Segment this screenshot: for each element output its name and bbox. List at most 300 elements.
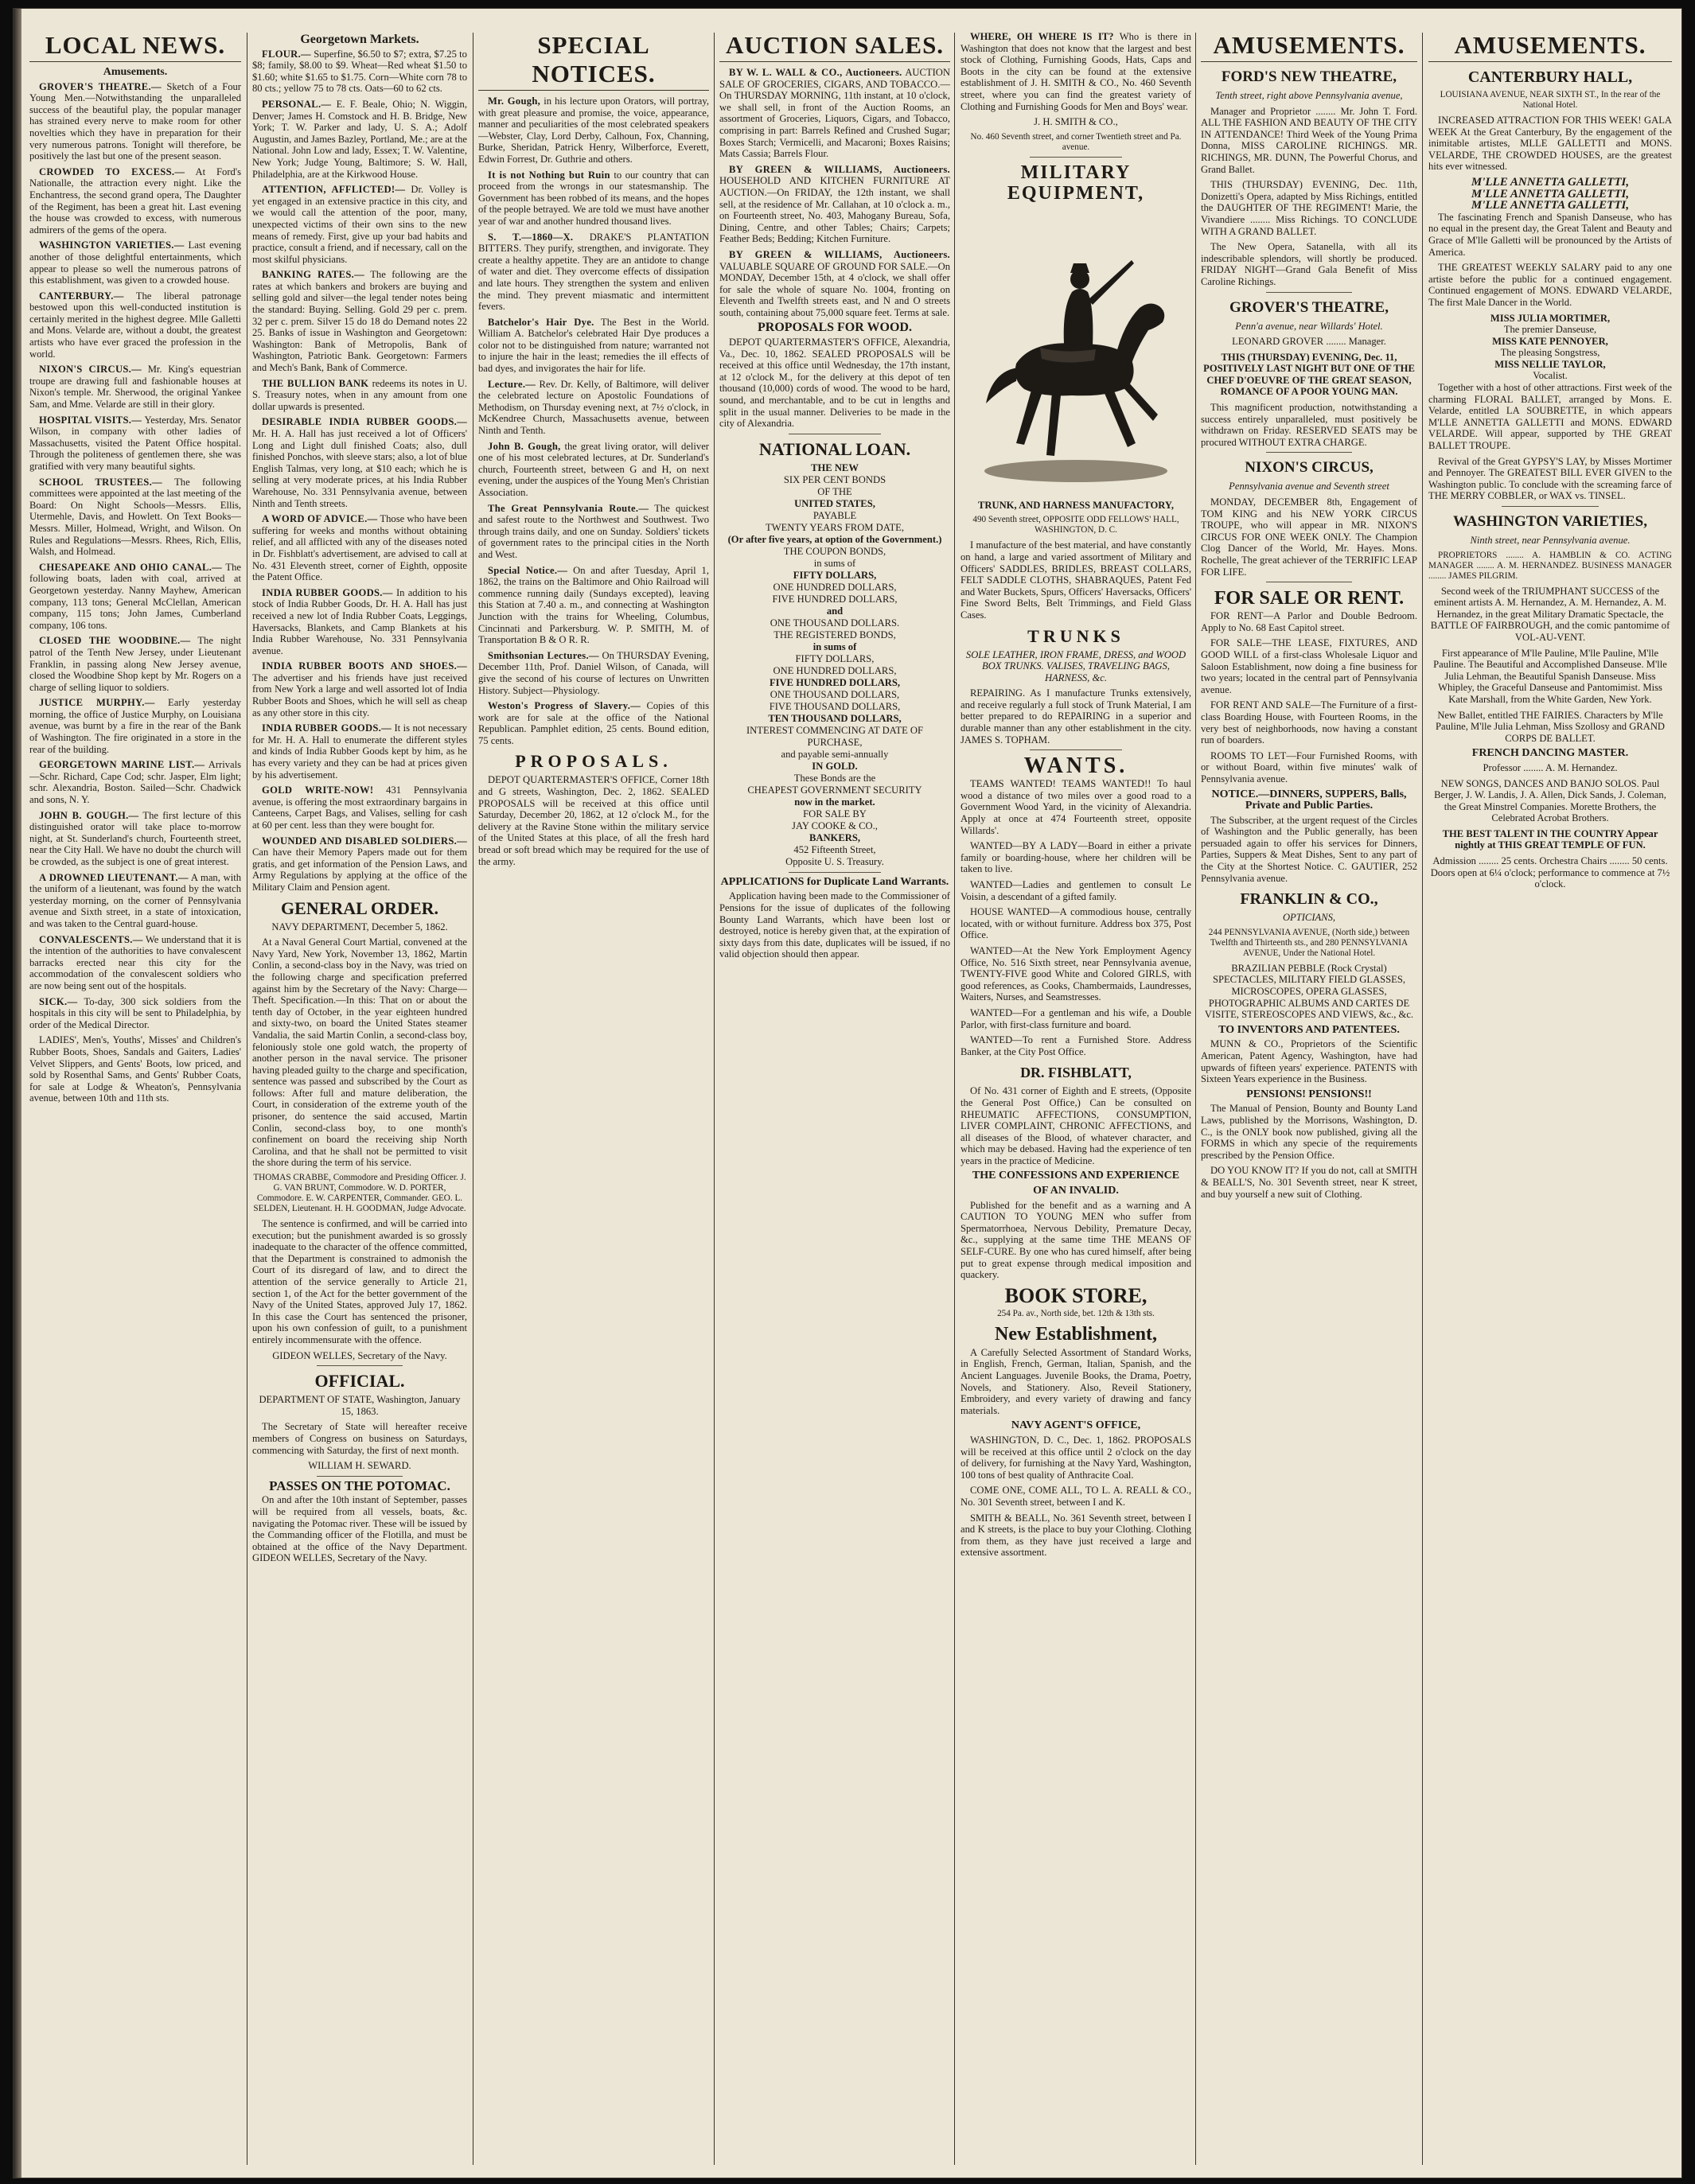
article-text: A man, with the uniform of a lieutenant, was found by the watch yesterday morning, on the corner of Pennsylvania avenue and Sixth street, in a state of intoxication, and was taken to the Central guard-house.	[29, 871, 241, 929]
article	[252, 416, 467, 509]
sale-ad: FOR RENT—A Parlor and Double Bedroom. Apply to No. 68 East Capitol street.	[1201, 610, 1417, 633]
ballet-text: New Ballet, entitled THE FAIRIES. Characters by M'lle Pauline, M'lle Julia Lehman, Miss Szollosy and GRAND CORPS DE BALLET.	[1435, 709, 1666, 744]
order-department: NAVY DEPARTMENT, December 5, 1862.	[271, 921, 448, 932]
cast-line: The pleasing Songstress,	[1500, 347, 1600, 359]
smith-beall-text: SMITH & BEALL, No. 361 Seventh street, between I and K streets, is the place to buy your Clothing. Clothing from them, as they have just received a large and extensive assortment.	[961, 1512, 1191, 1559]
divider	[1266, 292, 1353, 293]
notice-dinners-text: The Subscriber, at the urgent request of the Circles of Washington and the Public generally, has been persuaded again to offer his services for Dinners, Parties, Suppers & Meat Dishes, Sent to any part of the City at the Shortest Notice. C. GAUTIER, 252 Pennsylvania avenue.	[1201, 814, 1417, 884]
sale-ad: ROOMS TO LET—Four Furnished Rooms, with or without Board, within five minutes' walk of Pennsylvania avenue.	[1201, 749, 1417, 784]
performer-name: M'LLE ANNETTA GALLETTI,	[1471, 187, 1630, 200]
grovers-theatre-text-2: This magnificent production, notwithstanding a success entirely unparalleled, must positively be withdrawn on Friday. RESERVED SEATS may be procured WITHOUT EXTRA CHARGE.	[1201, 402, 1417, 448]
article-text: The Best in the World. William A. Batchelor's celebrated Hair Dye produces a color not to be distinguished from nature; warranted not to injure the hair in the least; remedies the ill effects of bad dyes, and invigorates the hair for life.	[478, 316, 709, 375]
cast-line: Vocalist.	[1533, 370, 1568, 382]
cavalry-engraving	[961, 208, 1191, 495]
article-lead: GROVER'S THEATRE.—	[39, 80, 162, 92]
article	[252, 269, 467, 373]
article-lead: SCHOOL TRUSTEES.—	[39, 476, 162, 488]
varieties-subtitle: Ninth street, near Pennsylvania avenue.	[1470, 535, 1631, 546]
loan-line: FIFTY DOLLARS,	[795, 652, 875, 664]
article	[252, 784, 467, 831]
article	[29, 477, 241, 558]
article	[29, 697, 241, 755]
notice-dinners-title: NOTICE.—DINNERS, SUPPERS, Balls, Private and Public Parties.	[1211, 788, 1407, 812]
loan-line: ONE HUNDRED DOLLARS,	[773, 581, 897, 593]
national-loan-title: NATIONAL LOAN.	[758, 438, 911, 459]
franklin-address: 244 PENNSYLVANIA AVENUE, (North side,) between Twelfth and Thirteenth sts., and 280 PENNSYLVANIA AVENUE, Under the National Hotel.	[1208, 927, 1410, 958]
order-text-2: The sentence is confirmed, and will be carried into execution; but the punishment awarded is so grossly inadequate to the character of the offence committed, that the Department is constrained to admonish the Court of its disregard of law, and to direct the attention of the service generally to Article 21, section 1, of the Act for the better government of the Navy of the United States, approved July 17, 1862. In this case the Court has sentenced the prisoner, upon his own confession of guilt, to a punishment entirely incommensurate with the offence.	[252, 1218, 467, 1345]
article	[478, 650, 709, 696]
confessions-text: Published for the benefit and as a warning and A CAUTION TO YOUNG MEN who suffer from Spermatorrhoea, Nervous Debility, Premature Decay, &c., supplying at the same time THE MEANS OF SELF-CURE. By one who has cured himself, after being put to great expense through medical imposition and quackery.	[961, 1199, 1191, 1281]
wants-list	[961, 778, 1191, 1057]
divider	[317, 1476, 403, 1477]
article-lead: JOHN B. GOUGH.—	[39, 809, 139, 821]
smith-name: J. H. SMITH & CO.,	[1034, 116, 1118, 128]
article	[252, 99, 467, 180]
want-ad: HOUSE WANTED—A commodious house, centrally located, with or without furniture. Address box 375, Post Office.	[961, 906, 1191, 941]
trunk-manufactory: TRUNK, AND HARNESS MANUFACTORY,	[978, 499, 1174, 511]
navy-agent-text: WASHINGTON, D. C., Dec. 1, 1862. PROPOSALS will be received at this office until 2 o'clock on the day of delivery, for furnishing at the Navy Yard, Washington, 100 tons of best quality of Anthracite Coal.	[961, 1434, 1191, 1481]
confessions-title: THE CONFESSIONS AND EXPERIENCE	[972, 1170, 1180, 1182]
loan-line: ONE THOUSAND DOLLARS.	[770, 617, 900, 629]
loan-line: These Bonds are the	[793, 772, 876, 784]
loan-line: FIVE HUNDRED DOLLARS,	[772, 593, 898, 605]
varieties-text: Second week of the TRIUMPHANT SUCCESS of the eminent artists A. M. Hernandez, A. M. Hernandez, A. M. Hernandez, in the great Military Dramatic Spectacle, the BATTLE OF FAIRBROUGH, and the comic pantomime of VOL-AU-VENT.	[1430, 585, 1670, 643]
article-text: Rev. Dr. Kelly, of Baltimore, will deliver the celebrated lecture on Apostolic Foundations of Methodism, on Thursday evening next, at 7½ o'clock, in McKendree Church, Massachusetts avenue, between Ninth and Tenth.	[478, 378, 709, 437]
pensions-title: PENSIONS! PENSIONS!!	[1246, 1088, 1372, 1100]
divider	[317, 1365, 403, 1366]
column-amusements	[1201, 31, 1417, 2170]
intro-heading: WHERE, OH WHERE IS IT?	[970, 31, 1114, 42]
canterbury-text-2: The fascinating French and Spanish Danseuse, who has no equal in the present day, the Great Talent and Beauty and Grace of M'lle Galletti will be pronounced by the Artists of America.	[1428, 211, 1672, 258]
franklin-subtitle: OPTICIANS,	[1282, 912, 1336, 924]
article	[252, 513, 467, 583]
article	[29, 759, 241, 805]
article	[252, 660, 467, 718]
article-text: In addition to his stock of India Rubber Goods, Dr. H. A. Hall has just received a new lot of India Rubber Coats, Leggings, Haversacks, Blankets, and Camp Blankets at his India Rubber Warehouse, No. 331 Pennsylvania avenue.	[252, 586, 467, 656]
article-text: VALUABLE SQUARE OF GROUND FOR SALE.—On MONDAY, December 15th, at 4 o'clock, we shall offer for sale the whole of square No. 1004, fronting on Eleventh and Twelfth streets east, and N and O streets south, containing about 75,000 square feet. Terms at sale.	[719, 260, 950, 318]
article-lead: Smithsonian Lectures.—	[488, 649, 599, 661]
column-heading: AMUSEMENTS.	[1428, 31, 1672, 62]
order-text: At a Naval General Court Martial, convened at the Navy Yard, New York, November 13, 1862, Martin Conlin, a second-class boy in the Navy, was tried on the following charge and specification preferred against him by the Secretary of the Navy: Charge—Theft. Specification.—In this: That on or about the tenth day of October, in the year eighteen hundred and sixty-two, on board the United States steamer Vandalia, the said Martin Conlin, a second-class boy, feloniously stole one gold watch, the property of another person in the naval service. The prisoner having pleaded guilty to the charge and specification, sentence was passed and subscribed by the Court as follows: After full and mature deliberation, the Court, in consideration of the extreme youth of the prisoner, do sentence the said accused, Martin Conlin, second-class boy, to one month's confinement on board the receiving ship North Carolina, and that he shall not be permitted to visit the shore during the term of his service.	[252, 936, 467, 1169]
performer-name: M'LLE ANNETTA GALLETTI,	[1471, 175, 1630, 189]
article-text: LADIES', Men's, Youths', Misses' and Children's Rubber Boots, Shoes, Sandals and Gaiters, Ladies' Velvet Slippers, and Gents' Boots, low priced, and sold by Rosenthal Sams, and Gents' Rubber Coats, for sale at Lodge & Wheaton's, Pennsylvania avenue, between 10th and 11th sts.	[29, 1034, 241, 1104]
loan-line: and payable semi-annually	[781, 748, 889, 760]
new-establishment-title: New Establishment,	[994, 1323, 1157, 1345]
column-rule	[1422, 33, 1423, 2165]
loan-line: OF THE	[817, 485, 852, 497]
divider	[1266, 452, 1353, 453]
article	[719, 249, 950, 319]
loan-line: and	[826, 605, 844, 617]
cast-line: The premier Danseuse,	[1503, 324, 1597, 336]
canterbury-subtitle: LOUISIANA AVENUE, NEAR SIXTH ST., In the rear of the National Hotel.	[1440, 90, 1661, 110]
trunk-address: 490 Seventh street, OPPOSITE ODD FELLOWS' HALL, WASHINGTON, D. C.	[972, 515, 1179, 535]
franklin-title: FRANKLIN & CO.,	[1240, 890, 1378, 909]
article-text: The advertiser and his friends have just received from New York a large and well assorted lot of India Rubber Boots and Shoes, which he will sell as cheap as any other store in this city.	[252, 672, 467, 718]
article-list	[252, 49, 467, 893]
article-text: Sketch of a Four Young Men.—Notwithstanding the unparalleled success of the beautiful play, the popular manager has strained every nerve to make room for other novelties which they have in preparation for their very numerous patrons. Tonight will therefore, be positively the last but one of the present season.	[29, 80, 241, 162]
column-local-news	[29, 31, 241, 2170]
article-text: Mr. H. A. Hall has just received a lot of Officers' Long and Light dull finished Coats; also, dull finished Ponchos, with sleeve stars; also, a lot of blue English Talmas, very long, at $10 each; which he is selling at very moderate prices, at his India Rubber Warehouse, No. 331 Pennsylvania avenue, between Ninth and Tenth streets.	[252, 428, 467, 509]
article	[478, 232, 709, 313]
loan-line: in sums of	[813, 557, 856, 569]
article	[252, 722, 467, 781]
column-heading: SPECIAL NOTICES.	[478, 31, 709, 91]
article-lead: NIXON'S CIRCUS.—	[39, 364, 142, 376]
cast-line: MISS NELLIE TAYLOR,	[1494, 358, 1606, 370]
article-lead: Special Notice.—	[488, 564, 568, 576]
article	[252, 587, 467, 657]
loan-line: now in the market.	[794, 796, 875, 808]
article-lead: The Great Pennsylvania Route.—	[488, 502, 649, 514]
inventors-text: MUNN & CO., Proprietors of the Scientific American, Patent Agency, Washington, have had upwards of fifteen years' experience. PATENTS with Sixteen Years experience in the Business.	[1201, 1038, 1417, 1085]
article-text: On THURSDAY Evening, December 11th, Prof. Daniel Wilson, of Canada, will give the second of his course of lectures on Unwritten History. Subject—Physiology.	[478, 649, 709, 696]
official-text: The Secretary of State will hereafter receive members of Congress on business on Saturdays, commencing with Saturday, the first of next month.	[252, 1421, 467, 1456]
article-text: The following boats, laden with coal, arrived at Georgetown yesterday. Nanny Mayhew, American company, 113 tons; General McClellan, American company, 115 tons; John James, Cumberland company, 106 tons.	[29, 561, 241, 631]
article-lead: A WORD OF ADVICE.—	[262, 513, 378, 525]
loan-line: 452 Fifteenth Street,	[793, 843, 876, 855]
best-talent-text: THE BEST TALENT IN THE COUNTRY Appear nightly at THIS GREAT TEMPLE OF FUN.	[1442, 827, 1658, 851]
article-lead: S. T.—1860—X.	[488, 231, 574, 243]
article-list	[29, 81, 241, 1104]
article-lead: Batchelor's Hair Dye.	[488, 316, 594, 328]
equipment-text: I manufacture of the best material, and have constantly on hand, a large and varied assortment of Military and Officers' SADDLES, BRIDLES, BREAST COLLARS, FELT SADDLE CLOTHS, SHABRAQUES, Patent Fed and Water Buckets, Spurs, Officers' Haversacks, Officers' Fine Sword Belts, Belt Trimmings, and Field Glass Cases.	[961, 539, 1191, 621]
loan-line: IN GOLD.	[812, 760, 858, 772]
official-title: OFFICIAL.	[314, 1371, 405, 1392]
article-lead: CONVALESCENTS.—	[39, 933, 143, 945]
column-advertisements	[961, 31, 1191, 2170]
column-heading: LOCAL NEWS.	[29, 31, 241, 62]
article-text: HOUSEHOLD AND KITCHEN FURNITURE AT AUCTION.—On FRIDAY, the 12th instant, we shall sell, at the residence of Mr. Callahan, at 10 o'clock a. m., on Fourteenth street, No. 403, Mahogany Bureau, Sofa, Dining, Centre, and other Tables; Chairs; Carpets; Feather Beds; Bedding; Kitchen Furniture.	[719, 175, 950, 245]
article-lead: WOUNDED AND DISABLED SOLDIERS.—	[262, 835, 467, 847]
article-text: To-day, 300 sick soldiers from the hospitals in this city will be sent to Philadelphia, by order of the Medical Director.	[29, 995, 241, 1030]
land-warrants-title: APPLICATIONS for Duplicate Land Warrants.	[720, 875, 949, 888]
grovers-theatre-subtitle: Penn'a avenue, near Willards' Hotel.	[1235, 320, 1383, 332]
nixons-circus-title: NIXON'S CIRCUS,	[1245, 459, 1374, 477]
article-lead: GEORGETOWN MARINE LIST.—	[39, 759, 205, 771]
article-list	[478, 95, 709, 746]
varieties-title: WASHINGTON VARIETIES,	[1453, 513, 1647, 530]
loan-line: CHEAPEST GOVERNMENT SECURITY	[747, 784, 922, 796]
loan-line: in sums of	[812, 640, 857, 652]
book-store-address: 254 Pa. av., North side, bet. 12th & 13th sts.	[997, 1308, 1155, 1318]
loan-line: FOR SALE BY	[803, 808, 867, 819]
article	[478, 503, 709, 561]
order-signatures: THOMAS CRABBE, Commodore and Presiding Officer. J. G. VAN BRUNT, Commodore. W. D. PORTER, Commodore. E. W. CARPENTER, Commander. GEO. L. SELDEN, Lieutenant. H. H. GOODMAN, Judge Advocate.	[253, 1173, 466, 1214]
article	[29, 415, 241, 473]
section-heading: Georgetown Markets.	[300, 33, 419, 46]
want-ad: WANTED—To rent a Furnished Store. Address Banker, at the City Post Office.	[961, 1034, 1191, 1057]
article-lead: BY GREEN & WILLIAMS, Auctioneers.	[729, 248, 950, 260]
cast-line: MISS JULIA MORTIMER,	[1490, 312, 1611, 324]
column-heading: AUCTION SALES.	[719, 31, 950, 62]
article-lead: FLOUR.—	[262, 48, 311, 60]
article-text: The first lecture of this distinguished orator will take place to-morrow night, at St. Sunderland's church, Fourteenth street, near the City Hall. We have no doubt the church will be crowded, as the subject is one of great interest.	[29, 809, 241, 867]
article-text: the great living orator, will deliver one of his most celebrated lectures, at Dr. Sunderland's church, Fourteenth street, between G and H, on next evening, under the auspices of the Young Men's Christian Association.	[478, 440, 709, 498]
article-text: We understand that it is the intention of the authorities to have convalescent barracks erected near this city for the accommodation of the convalescent soldiers who are now being sent out of the hospitals.	[29, 933, 241, 991]
article-text: Can have their Memory Papers made out for them gratis, and get information of the Pension Laws, and Army Regulations by applying at the office of the Military Claim and Pension agent.	[252, 847, 467, 893]
article-text: Mr. King's equestrian troupe are drawing full and fashionable houses at Nixon's temple. Mr. Sherwood, the original Yankee Sam, and Mme. Velarde are still in their glory.	[29, 364, 241, 411]
canterbury-text-5: Revival of the Great GYPSY'S LAY, by Misses Mortimer and Pennoyer. The GREATEST BILL EVER GIVEN to the Washington public. To conclude with the screaming farce of THE MERRY COBBLER, or WAX vs. TINSEL.	[1428, 455, 1672, 502]
article-text: E. F. Beale, Ohio; N. Wiggin, Denver; James H. Comstock and H. B. Bridge, New York; T. W. Parker and lady, U. S. A.; Adolf Augustin, and James Bazley, Portland, Me.; are at the National. John Low and lady, Essex; T. W. Valentine, New York; Judge Young, Baltimore; S. W. Hall, Philadelphia, are at the Kirkwood House.	[252, 98, 467, 180]
column-special-notices	[478, 31, 709, 2170]
article-text: It is not necessary for Mr. H. A. Hall to enumerate the different styles and kinds of India Rubber Goods kept by him, as he has every variety and they can be had at prices given by his advertisement.	[252, 722, 467, 781]
column-heading: AMUSEMENTS.	[1201, 31, 1417, 62]
article-text: DRAKE'S PLANTATION BITTERS. They purify, strengthen, and invigorate. They create a healthy appetite. They are an antidote to change of water and diet. They overcome effects of dissipation and late hours. They strengthen the system and enliven the mind. They prevent miasmatic and intermittent fevers.	[478, 231, 709, 313]
article-lead: BY W. L. WALL & CO., Auctioneers.	[729, 67, 902, 78]
article-lead: BY GREEN & WILLIAMS, Auctioneers.	[729, 163, 950, 175]
canterbury-title: CANTERBURY HALL,	[1467, 68, 1633, 86]
repairing-text: REPAIRING. As I manufacture Trunks extensively, and receive regularly a full stock of Trunk Material, I am better prepared to do REPAIRING in a superior and durable manner than any other establishment in the city. JAMES S. TOPHAM.	[961, 687, 1191, 746]
loan-line: INTEREST COMMENCING AT DATE OF PURCHASE,	[746, 724, 924, 748]
article	[29, 239, 241, 286]
article	[478, 169, 709, 228]
article-text: Early yesterday morning, the office of Justice Murphy, on Louisiana avenue, was burnt by a fire in the rear of the Bank of Washington. The fire originated in a store in the rear of the building.	[29, 697, 241, 755]
article	[478, 379, 709, 437]
loan-line: ONE HUNDRED DOLLARS,	[773, 664, 897, 676]
article-text: 431 Pennsylvania avenue, is offering the most extraordinary bargains in Canteens, Carpet Bags, and Valises, selling for cash at 60 per cent. less than they were bought for.	[252, 784, 467, 831]
article	[478, 95, 709, 165]
article-text: in his lecture upon Orators, will portray, with great pleasure and promise, the voice, appearance, manner and peculiarities of the most celebrated speakers—Webster, Clay, Lord Derby, Calhoun, Fox, Channing, Burke, Sheridan, Patrick Henry, Wilberforce, Everett, Edwin Forrest, Dr. Guthrie and others.	[478, 95, 709, 165]
trunks-text: SOLE LEATHER, IRON FRAME, DRESS, and WOOD BOX TRUNKS. VALISES, TRAVELING BAGS, HARNESS, &c.	[965, 648, 1186, 683]
sale-ad: FOR RENT AND SALE—The Furniture of a first-class Boarding House, with Fourteen Rooms, in the very best of neighborhoods, now having a constant run of boarders.	[1201, 699, 1417, 746]
article-text: Last evening another of those delightful entertainments, which appear to please so well the numerous patrons of this establishment, was given to a crowded house.	[29, 239, 241, 286]
article-lead: CROWDED TO EXCESS.—	[39, 165, 185, 177]
article	[252, 835, 467, 893]
loan-line: TWENTY YEARS FROM DATE,	[766, 521, 904, 533]
page-binding-edge	[14, 9, 21, 2178]
article-lead: HOSPITAL VISITS.—	[39, 414, 142, 426]
article-lead: JUSTICE MURPHY.—	[39, 697, 155, 709]
article-lead: WASHINGTON VARIETIES.—	[39, 239, 185, 251]
loan-line: (Or after five years, at option of the Government.)	[727, 533, 942, 545]
article	[29, 810, 241, 868]
article-text: Copies of this work are for sale at the office of the National Republican. Pamphlet edition, 25 cents. Bound edition, 75 cents.	[478, 700, 709, 746]
article-lead: INDIA RUBBER BOOTS AND SHOES.—	[262, 660, 467, 672]
article	[29, 364, 241, 410]
admission-text: Admission ........ 25 cents. Orchestra Chairs ........ 50 cents. Doors open at 6¼ o'clock; performance to commence at 7½ o'clock.	[1430, 855, 1670, 890]
fords-theatre-text-2: THIS (THURSDAY) EVENING, Dec. 11th, Donizetti's Opera, adapted by Miss Richings, entitled the DAUGHTER OF THE REGIMENT! Marie, the Vivandiere ........ Miss Richings. TO CONCLUDE WITH A GRAND BALLET.	[1201, 179, 1417, 237]
divider	[1030, 157, 1122, 158]
article-text: Yesterday, Mrs. Senator Wilson, in company with other ladies of Massachusetts, visited the Patent Office hospital. Through the politeness of gentlemen there, she was gratified with very many beautiful sights.	[29, 414, 241, 472]
divider	[1030, 749, 1122, 750]
loan-line: THE NEW	[811, 461, 859, 473]
intro-text: Who is there in Washington that does not know that the largest and best stock of Clothing, Furnishing Goods, Hats, Caps and Boots in the city can be found at the extensive establishment of J. H. SMITH & CO., No. 460 Seventh street, where you can find the greatest variety of Clothing and Furnishing Goods for Men and Boys' wear.	[961, 31, 1191, 112]
songs-text: NEW SONGS, DANCES AND BANJO SOLOS. Paul Berger, J. W. Landis, J. A. Allen, Dick Sands, J. Coleman, the Great Minstrel Companies. Morette Brothers, the Celebrated Acrobat Brothers.	[1434, 777, 1666, 824]
new-establishment-text: A Carefully Selected Assortment of Standard Works, in English, French, German, Italian, Spanish, and the Ancient Languages. Juvenile Books, the Drama, Poetry, Novels, and Stationery. Also, Reveil Stationery, Embroidery, and every variety of drawing and fancy materials.	[961, 1346, 1191, 1416]
article	[252, 49, 467, 95]
for-sale-title: FOR SALE OR RENT.	[1214, 588, 1405, 609]
national-loan-body	[719, 462, 950, 868]
want-ad: TEAMS WANTED! TEAMS WANTED!! To haul wood a distance of two miles over a good road to a Government Wood Yard, in the vicinity of Alexandria. Apply at once at 474 Fourteenth street, opposite Willards'.	[961, 778, 1191, 836]
fords-theatre-title: FORD'S NEW THEATRE,	[1221, 68, 1397, 85]
fords-theatre-subtitle: Tenth street, right above Pennsylvania avenue,	[1215, 90, 1403, 101]
pensions-text: The Manual of Pension, Bounty and Bounty Land Laws, published by the Morrisons, Washington, D. C., is the ONLY book now published, giving all the FORMS in which any specie of the requirements prescribed by the Pension Office.	[1201, 1103, 1417, 1161]
article	[478, 565, 709, 646]
article	[478, 317, 709, 375]
article-lead: Mr. Gough,	[488, 95, 541, 107]
article-text: Arrivals—Schr. Richard, Cape Cod; schr. Jasper, Elm light; schr. Alexandria, Boston. Sailed—Schr. Chadwick and sons, N. Y.	[29, 759, 241, 806]
french-dancing-title: FRENCH DANCING MASTER.	[1471, 747, 1629, 760]
article	[29, 635, 241, 693]
loan-line: TEN THOUSAND DOLLARS,	[768, 712, 902, 724]
article-lead: A DROWNED LIEUTENANT.—	[39, 871, 189, 883]
satanella-text: The New Opera, Satanella, with all its indescribable splendors, will shortly be produced. FRIDAY NIGHT—Grand Gala Benefit of Miss Caroline Richings.	[1201, 241, 1417, 287]
military-equipment-title: MILITARY EQUIPMENT,	[1007, 162, 1145, 204]
order-signature: GIDEON WELLES, Secretary of the Navy.	[272, 1349, 447, 1361]
article-list	[719, 67, 950, 318]
column-rule	[714, 33, 715, 2165]
potomac-title: PASSES ON THE POTOMAC.	[269, 1477, 450, 1493]
french-dancing-text: Professor ........ A. M. Hernandez.	[1483, 761, 1618, 773]
want-ad: WANTED—For a gentleman and his wife, a Double Parlor, with first-class furniture and board.	[961, 1006, 1191, 1030]
article-lead: It is not Nothing but Ruin	[488, 169, 610, 181]
confessions-subtitle: OF AN INVALID.	[1033, 1185, 1119, 1197]
article-lead: Lecture.—	[488, 378, 536, 390]
loan-line: THE REGISTERED BONDS,	[773, 629, 896, 640]
column-auction-sales	[719, 31, 950, 2170]
inventors-title: TO INVENTORS AND PATENTEES.	[1218, 1023, 1400, 1036]
general-order-title: GENERAL ORDER.	[280, 897, 439, 918]
loan-line: SIX PER CENT BONDS	[783, 473, 886, 485]
article-text: AUCTION SALE OF GROCERIES, CIGARS, AND TOBACCO.—On THURSDAY MORNING, 11th instant, at 10 o'clock, we shall sell, in front of the Auction Rooms, an assortment of Groceries, Liquors, Cigars, and Tobacco, comprising in part: Barrels Refined and Crushed Sugar; Boxes Starch; Vermicelli, and Macaroni; Boxes Raisins; Mats Cassia; Barrels Flour.	[719, 67, 950, 160]
article-lead: BANKING RATES.—	[262, 269, 364, 281]
article-lead: CANTERBURY.—	[39, 290, 124, 302]
proposals-text: DEPOT QUARTERMASTER'S OFFICE, Corner 18th and G streets, Washington, Dec. 2, 1862. SEALED PROPOSALS will be received at this office until Saturday, December 20, 1862, at 12 o'clock M., for the delivery at the Ravine Stone within the military service of the United States at this place, of all the fresh hard bread or soft bread which may be required for the use of the army.	[478, 774, 709, 867]
cast-list	[1428, 313, 1672, 383]
article-lead: ATTENTION, AFFLICTED!—	[262, 184, 406, 196]
wood-proposals-title: PROPOSALS FOR WOOD.	[758, 321, 912, 335]
article-lead: GOLD WRITE-NOW!	[262, 784, 374, 796]
article-text: The following committees were appointed at the last meeting of the Board: On Night Schools—Messrs. Ellis, Utermehle, Davis, and Howlett. On Text Books—Messrs. Miller, Holmead, Wright, and Wilson. On Rules and Regulations—Messrs. Rhees, Rich, Ellis, Walsh, and Holmead.	[29, 476, 241, 558]
article-lead: John B. Gough,	[488, 440, 561, 452]
article-text: The liberal patronage bestowed upon this well-conducted institution is certainly merited in the highest degree. Mlle Galletti and Mons. Velarde are, without a doubt, the greatest artists who have ever graced the profession in the world.	[29, 290, 241, 360]
column-markets	[252, 31, 467, 2170]
performer-name: M'LLE ANNETTA GALLETTI,	[1471, 199, 1630, 212]
loan-line: PAYABLE	[812, 509, 857, 521]
galletti-names	[1428, 177, 1672, 212]
loan-line: Opposite U. S. Treasury.	[785, 855, 884, 867]
article	[29, 996, 241, 1031]
article	[29, 562, 241, 632]
doctor-text: Of No. 431 corner of Eighth and E streets, (Opposite the General Post Office,) Can be consulted on RHEUMATIC AFFECTIONS, CONSUMPTION, LIVER COMPLAINT, CHRONIC AFFECTIONS, and all diseases of the Blood, of whatever character, and which may be debased. Having had the experience of ten years in the practice of Medicine.	[961, 1085, 1191, 1166]
want-ad: WANTED—At the New York Employment Agency Office, No. 516 Sixth street, near Pennsylvania avenue, TWENTY-FIVE good White and Colored GIRLS, with good references, as Cooks, Chambermaids, Laundresses, Waiters, Nurses, and Seamstresses.	[961, 944, 1191, 1003]
fords-theatre-text: Manager and Proprietor ........ Mr. John T. Ford. ALL THE FASHION AND BEAUTY OF THE CITY IN ATTENDANCE! Third Week of the Young Prima Donna, MISS CAROLINE RICHINGS. MR. RICHINGS, MR. DUNN, The Powerful Chorus, and Grand Ballet.	[1201, 105, 1417, 175]
official-signature: WILLIAM H. SEWARD.	[308, 1460, 411, 1472]
want-ad: WANTED—BY A LADY—Board in either a private family or boarding-house, where her children will be taken to live.	[961, 840, 1191, 875]
navy-agent-title: NAVY AGENT'S OFFICE,	[1011, 1419, 1141, 1432]
article-text: At Ford's Nationalle, the attraction every night. Like the Enchantress, the second grand opera, The Daughter of the Regiment, has been a great hit. Last evening the house was crowded to excess, with numerous admirers of the gems of the opera.	[29, 165, 241, 236]
article-lead: DESIRABLE INDIA RUBBER GOODS.—	[262, 416, 467, 428]
canterbury-text-3: THE GREATEST WEEKLY SALARY paid to any one artiste before the public for a continued engagement. Continued engagement of MONS. EDWARD VELARDE, The first Male Dancer in the World.	[1428, 262, 1672, 308]
article	[29, 166, 241, 236]
article-text: Those who have been suffering for weeks and months without obtaining relief, and all afflicted with any of the diseases noted in Dr. Fishblatt's advertisement, are advised to call at No. 431 Eleventh street, corner of Eighth, opposite the Patent Office.	[252, 513, 467, 583]
article	[252, 184, 467, 265]
varieties-text-2: First appearance of M'lle Pauline, M'lle Pauline, M'lle Pauline. The Beautiful and Accomplished Danseuse. M'lle Julia Lehman, the Beautiful Spanish Danseuse. Miss Whipley, the Graceful Danseuse and Pantomimist. Miss Kate Marshall, from the White Garden, New York.	[1433, 647, 1667, 705]
grovers-theatre-text: THIS (THURSDAY) EVENING, Dec. 11, POSITIVELY LAST NIGHT BUT ONE OF THE CHEF D'OEUVRE OF THE GREAT SEASON, ROMANCE OF A POOR YOUNG MAN.	[1203, 351, 1415, 398]
article-text: The following are the rates at which bankers and brokers are buying and selling gold and silver—the legal tender notes being the standard: Buying. Selling. Gold 29 per c. prem. 32 per c. prem. Silver 15 do 18 do Demand notes 22 25. Banks of issue in Washington and Georgetown: Washington: Bank of Metropolis, Bank of Washington, Patriotic Bank. Georgetown: Farmers and Mech's Bank, Bank of Commerce.	[252, 269, 467, 374]
article-lead: THE BULLION BANK	[262, 377, 369, 389]
loan-line: FIVE HUNDRED DOLLARS,	[769, 676, 901, 688]
article-text: Dr. Volley is yet engaged in an extensive practice in this city, and we would call the attention of the poor, many, unexpected victims of their own sins to the new means of remedy. First, give up your bad habits and practice, consult a friend, and if necessary, call on the most skilful physicians.	[252, 184, 467, 265]
canterbury-text-4: Together with a host of other attractions. First week of the charming FLORAL BALLET, arranged by Mons. E. Velarde, entitled LA SOUBRETTE, in which appears M'LLE ANNETTA GALLETTI and MONS. EDWARD VELARDE. Will appear, supported by THE GREAT BALLET TROUPE.	[1428, 382, 1672, 452]
article	[29, 81, 241, 162]
do-you-know-text: DO YOU KNOW IT? If you do not, call at SMITH & BEALL'S, No. 301 Seventh street, near K street, and buy yourself a new suit of Clothing.	[1201, 1165, 1417, 1200]
official-department: DEPARTMENT OF STATE, Washington, January 15, 1863.	[259, 1394, 461, 1417]
divider	[789, 872, 881, 873]
book-store-title: BOOK STORE,	[1004, 1283, 1148, 1307]
wants-title: WANTS.	[1023, 753, 1128, 779]
loan-line: FIVE THOUSAND DOLLARS,	[769, 700, 901, 712]
land-warrants-text: Application having been made to the Commissioner of Pensions for the issue of duplicates of the following Bounty Land Warrants, which have been lost or destroyed, notice is hereby given that, at the expiration of sixty days from this date, duplicates will be issued, if no valid objection should then appear.	[719, 890, 950, 960]
loan-line: JAY COOKE & CO.,	[792, 819, 878, 831]
article	[719, 67, 950, 160]
article	[252, 378, 467, 413]
cast-line: MISS KATE PENNOYER,	[1492, 335, 1608, 347]
article-text: On and after Tuesday, April 1, 1862, the trains on the Baltimore and Ohio Railroad will commence running daily (Sundays excepted), leaving this Station at 7.40 a. m., and connecting at Washington Junction with the trains for Wheeling, Columbus, Cincinnati and Parkersburg. W. P. SMITH, M. of Transportation B & O R. R.	[478, 564, 709, 646]
article-lead: PERSONAL.—	[262, 98, 332, 110]
article	[29, 1034, 241, 1104]
article-lead: INDIA RUBBER GOODS.—	[262, 722, 392, 734]
grovers-theatre-manager: LEONARD GROVER ........ Manager.	[1232, 336, 1386, 348]
canterbury-text: INCREASED ATTRACTION FOR THIS WEEK! GALA WEEK At the Great Canterbury, By the engagement of the inimitable artistes, MLLE GALLETTI and MONS. VELARDE, THE CROWDED HOUSES, are the greatest hits ever witnessed.	[1428, 115, 1672, 173]
loan-line: BANKERS,	[809, 831, 861, 843]
article	[29, 934, 241, 992]
franklin-text: BRAZILIAN PEBBLE (Rock Crystal) SPECTACLES, MILITARY FIELD GLASSES, MICROSCOPES, OPERA GLASSES, PHOTOGRAPHIC ALBUMS AND CARTES DE VISITE, STEREOSCOPES AND VIEWS, &c., &c.	[1204, 962, 1414, 1021]
for-sale-list	[1201, 610, 1417, 784]
column-rule	[954, 33, 955, 2165]
proposals-title: PROPOSALS.	[515, 751, 672, 772]
sale-ad: FOR SALE—THE LEASE, FIXTURES, AND GOOD WILL of a first-class Wholesale Liquor and Saloon Establishment, now doing a fine business for two years; located in the central part of Pennsylvania avenue.	[1201, 637, 1417, 695]
article	[29, 872, 241, 930]
article	[478, 700, 709, 746]
divider	[1502, 506, 1599, 507]
doctor-title: DR. FISHBLATT,	[1020, 1065, 1132, 1081]
article-lead: INDIA RUBBER GOODS.—	[262, 586, 393, 598]
article-text: Superfine, $6.50 to $7; extra, $7.25 to $8; family, $8.00 to $9. Wheat—Red wheat $1.50 to $1.60; white $1.65 to $1.75. Corn—White corn 78 to 80 cts.; yellow 75 to 78 cts. Oats—60 to 62 cts.	[252, 48, 467, 95]
article-lead: SICK.—	[39, 995, 78, 1007]
nixons-circus-text: MONDAY, DECEMBER 8th, Engagement of TOM KING and his NEW YORK CIRCUS TROUPE, who will appear in MR. NIXON'S CIRCUS FOR ONE WEEK ONLY. The Champion Clog Dancer of the World, Mr. Hayes. Mons. Rochelle, The great achiever of the TERRIFIC LEAP FOR LIFE.	[1201, 496, 1417, 578]
trunks-title: TRUNKS	[1027, 625, 1124, 646]
article-text: to our country that can proceed from the wrongs in our statesmanship. The Government has been robbed of its means, and the hopes of the people betrayed. We are told we must have another year of war and another hundred thousand lives.	[478, 169, 709, 227]
newspaper-page	[13, 8, 1682, 2178]
varieties-management: PROPRIETORS ........ A. HAMBLIN & CO. ACTING MANAGER ........ A. M. HERNANDEZ. BUSINESS MANAGER ........ JAMES PILGRIM.	[1428, 550, 1672, 581]
grovers-theatre-title: GROVER'S THEATRE,	[1229, 298, 1389, 316]
article-lead: CLOSED THE WOODBINE.—	[39, 635, 191, 647]
smith-address: No. 460 Seventh street, and corner Twentieth street and Pa. avenue.	[970, 131, 1182, 152]
come-one-text: COME ONE, COME ALL, TO L. A. REALL & CO., No. 301 Seventh street, between I and K.	[961, 1485, 1191, 1508]
wood-proposals-text: DEPOT QUARTERMASTER'S OFFICE, Alexandria, Va., Dec. 10, 1862. SEALED PROPOSALS will be received at this office until Wednesday, the 17th instant, at 12 o'clock M., for the delivery at this depot of ten thousand (10,000) cords of wood. The wood to be hard, sound, and merchantable, and to be cut in lengths and split in the usual manner. Deliveries to be made in the city of Alexandria.	[719, 337, 950, 430]
article-lead: Weston's Progress of Slavery.—	[488, 700, 641, 712]
article	[478, 441, 709, 499]
loan-line: ONE THOUSAND DOLLARS,	[770, 688, 900, 700]
nixons-circus-subtitle: Pennsylvania avenue and Seventh street	[1229, 481, 1389, 492]
article	[719, 164, 950, 245]
article-text: The quickest and safest route to the Northwest and Southwest. Two through trains daily, and one on Sunday. Soldiers' tickets of government rates to the principal cities in the North and West.	[478, 502, 709, 560]
want-ad: WANTED—Ladies and gentlemen to consult Le Voisin, a descendant of a gifted family.	[961, 879, 1191, 902]
section-subhead: Amusements.	[103, 66, 168, 78]
article-lead: CHESAPEAKE AND OHIO CANAL.—	[39, 561, 223, 573]
article-text: The night patrol of the Tenth New Jersey, under Lieutenant Franklin, in passing along New Jersey avenue, closed the Woodbine Shop kept by Mr. Rogers on a charge of selling liquor to soldiers.	[29, 635, 241, 693]
loan-line: FIFTY DOLLARS,	[793, 569, 877, 581]
potomac-text: On and after the 10th instant of September, passes will be required from all vessels, boats, &c. navigating the Potomac river. These will be issued by the Commanding officer of the Flotilla, and must be obtained at the office of the Navy Department. GIDEON WELLES, Secretary of the Navy.	[252, 1494, 467, 1564]
loan-line: THE COUPON BONDS,	[783, 545, 886, 557]
article	[29, 290, 241, 360]
column-rule	[1195, 33, 1196, 2165]
article-text: redeems its notes in U. S. Treasury notes, when in any amount from one dollar upwards is presented.	[252, 377, 467, 412]
column-amusements-2	[1428, 31, 1672, 2170]
horseman-illustration	[968, 212, 1183, 491]
